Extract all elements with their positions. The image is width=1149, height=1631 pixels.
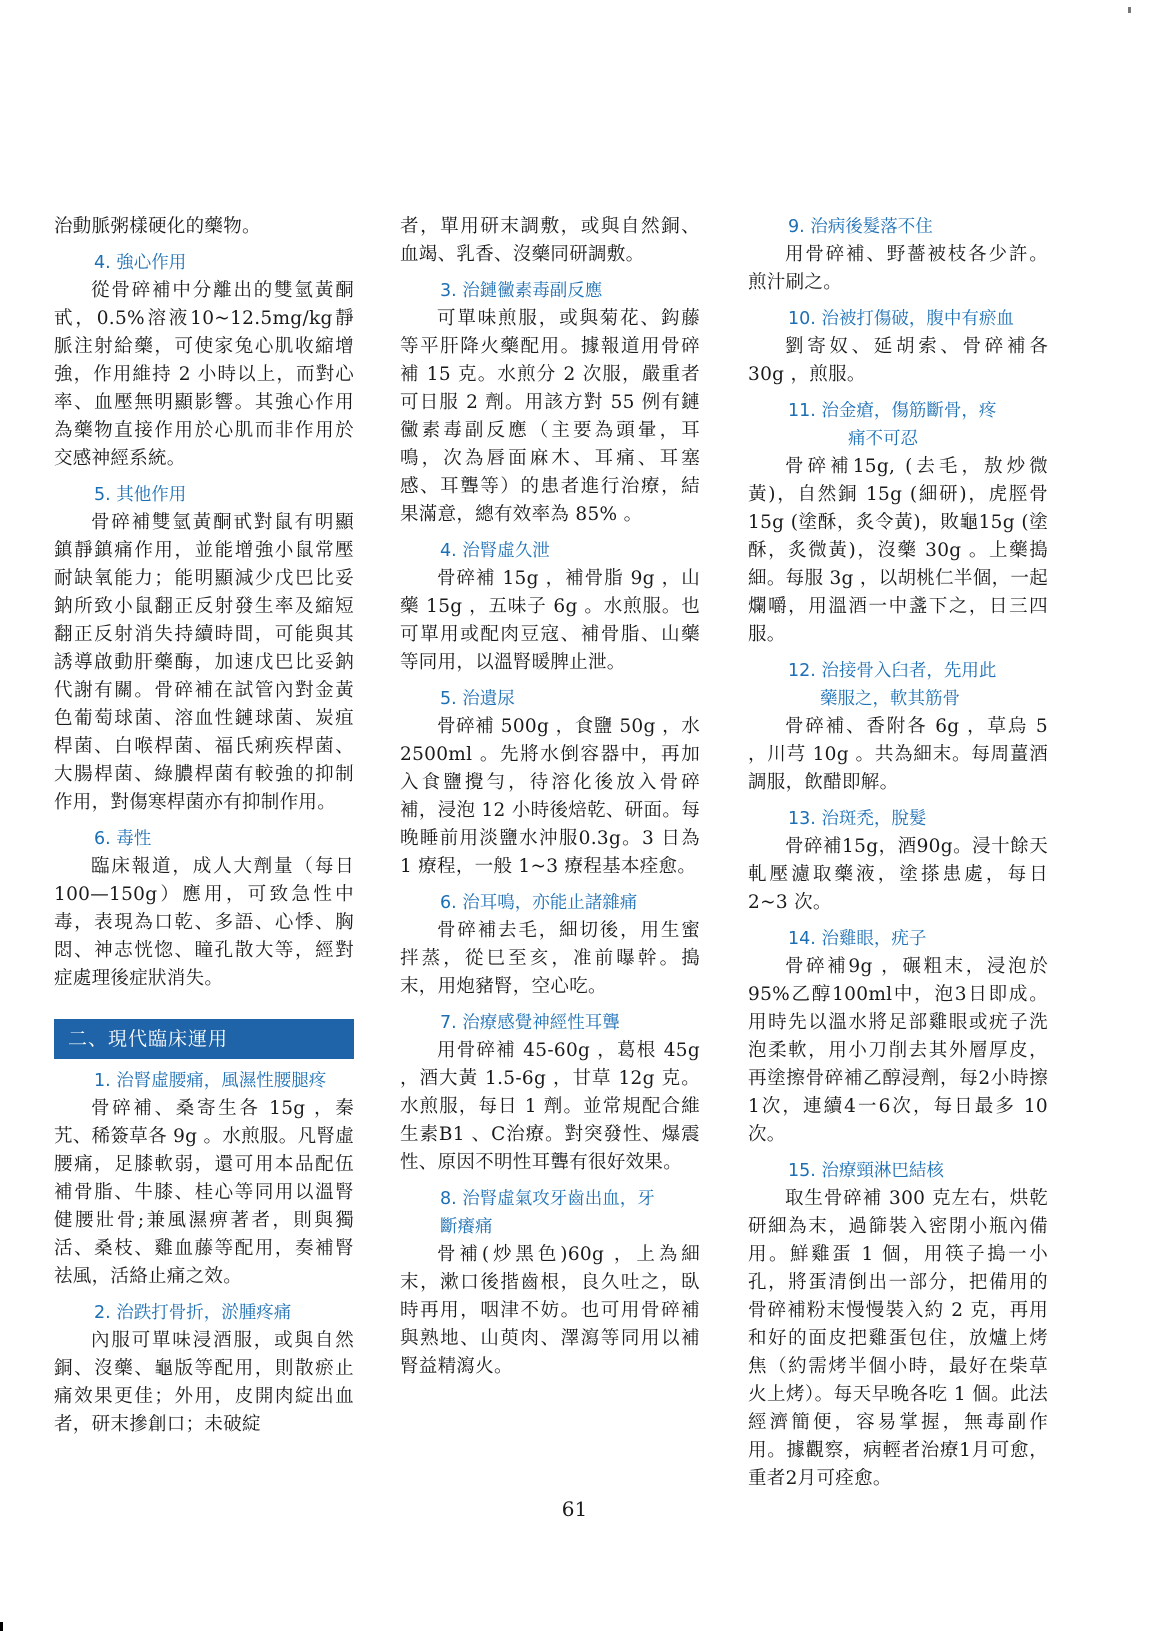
scan-mark (0, 1622, 3, 1631)
paragraph: 取生骨碎補 300 克左右，烘乾研細為末，過篩裝入密閉小瓶內備用。鮮雞蛋 1 個，用筷子搗一小孔，將蛋清倒出一部分，把備用的骨碎補粉末慢慢裝入約 2 克，再用和好的面皮把雞蛋包住，放爐上烤焦（約需烤半個小時，最好在柴草火上烤）。每天早晚各吃 1 個。此法經濟簡便，容易掌握，無毒副作用。據觀察，病輕者治療1月可愈，重者2月可痊愈。 (748, 1188, 1048, 1489)
paragraph: 用骨碎補 45-60g ，葛根 45g ，酒大黃 1.5-6g ，甘草 12g 克。水煎服，每日 1 劑。並常規配合維生素B1 、C治療。對突發性、爆震性、原因不明性耳聾有很好效果。 (400, 1040, 700, 1173)
section-heading: 2. 治跌打骨折，淤腫疼痛 (94, 1303, 292, 1323)
paragraph: 骨碎補 15g ，補骨脂 9g ，山藥 15g ，五味子 6g 。水煎服。也可單用或配肉豆寇、補骨脂、山藥等同用，以溫腎暖脾止泄。 (400, 568, 700, 673)
section-heading: 3. 治鏈黴素毒副反應 (440, 281, 603, 301)
section-heading: 5. 其他作用 (94, 485, 187, 505)
scan-mark (1128, 7, 1131, 13)
chapter-banner: 二、現代臨床運用 (54, 1019, 354, 1059)
paragraph: 臨床報道，成人大劑量（每日100—150g）應用，可致急性中毒，表現為口乾、多語、心悸、胸悶、神志恍惚、瞳孔散大等，經對症處理後症狀消失。 (54, 856, 354, 989)
section-heading: 11. 治金瘡，傷筋斷骨，疼 (788, 401, 997, 421)
paragraph: 骨碎補15g, (去毛，敖炒微黃)，自然銅 15g (細研)，虎脛骨 15g (塗酥，炙令黃)，敗龜15g (塗酥，炙微黃)，沒藥 30g 。上藥搗細。每服 3g ，以胡桃仁半個，一起爛嚼，用溫酒一中盞下之，日三四服。 (748, 456, 1048, 645)
section-heading: 6. 毒性 (94, 829, 152, 849)
section-heading-continued: 斷癢痛 (440, 1217, 493, 1237)
paragraph: 骨碎補 500g ，食鹽 50g ，水 2500ml 。先將水倒容器中，再加入食鹽攪勻，待溶化後放入骨碎補，浸泡 12 小時後焙乾、研面。每晚睡前用淡鹽水沖服0.3g。3 日為 1 療程，一般 1~3 療程基本痊愈。 (400, 716, 700, 877)
column-left (54, 213, 354, 1439)
paragraph: 從骨碎補中分離出的雙氫黃酮甙，0.5%溶液10~12.5mg/kg靜脈注射給藥，可使家兔心肌收縮增強，作用維持 2 小時以上，而對心率、血壓無明顯影響。其強心作用為藥物直接作用於心肌而非作用於交感神經系統。 (54, 280, 354, 469)
page-number: 61 (561, 1497, 588, 1521)
paragraph: 骨補(炒黑色)60g ，上為細末，漱口後揩齒根，良久吐之，臥時再用，咽津不妨。也可用骨碎補與熟地、山萸肉、澤瀉等同用以補腎益精瀉火。 (400, 1244, 700, 1377)
paragraph: 骨碎補、香附各 6g ，草烏 5 ，川芎 10g 。共為細末。每周薑酒調服，飲醋即解。 (748, 716, 1048, 793)
paragraph: 可單味煎服，或與菊花、鈎藤等平肝降火藥配用。據報道用骨碎補 15 克。水煎分 2 次服，嚴重者可日服 2 劑。用該方對 55 例有鏈黴素毒副反應（主要為頭暈，耳鳴，次為唇面麻木、耳痛、耳塞感、耳聾等）的患者進行治療，結果滿意，總有效率為 85% 。 (400, 308, 700, 525)
paragraph: 骨碎補去毛，細切後，用生蜜拌蒸，從巳至亥，准前曝幹。搗末，用炮豬腎，空心吃。 (400, 920, 700, 997)
section-heading: 14. 治雞眼，疣子 (788, 929, 927, 949)
paragraph: 骨碎補15g，酒90g。浸十餘天軋壓濾取藥液，塗搽患處，每日 2~3 次。 (748, 836, 1048, 913)
section-heading: 9. 治病後髮落不住 (788, 217, 933, 237)
paragraph: 用骨碎補、野薔被枝各少許。煎汁刷之。 (748, 244, 1048, 293)
section-heading: 6. 治耳鳴，亦能止諸雜痛 (440, 893, 638, 913)
column-right (748, 213, 1048, 1493)
section-heading: 13. 治斑禿，脫髮 (788, 809, 927, 829)
paragraph: 骨碎補、桑寄生各 15g ，秦艽、稀簽草各 9g 。水煎服。凡腎虛腰痛，足膝軟弱，還可用本品配伍補骨脂、牛膝、桂心等同用以溫腎健腰壯骨;兼風濕痹著者，則與獨活、桑枝、雞血藤等配用，奏補腎祛風，活絡止痛之效。 (54, 1098, 354, 1287)
section-heading: 15. 治療頸淋巴結核 (788, 1161, 944, 1181)
paragraph: 骨碎補9g ，碾粗末，浸泡於95%乙醇100ml中，泡3日即成。用時先以溫水將足部雞眼或疣子洗泡柔軟，用小刀削去其外層厚皮，再塗擦骨碎補乙醇浸劑，每2小時擦1次，連續4一6次，每日最多 10 次。 (748, 956, 1048, 1145)
paragraph: 治動脈粥樣硬化的藥物。 (54, 216, 261, 237)
section-heading: 5. 治遺尿 (440, 689, 515, 709)
section-heading: 12. 治接骨入臼者，先用此 (788, 661, 997, 681)
section-heading: 10. 治被打傷破，腹中有瘀血 (788, 309, 1014, 329)
section-heading: 8. 治腎虛氣攻牙齒出血，牙 (440, 1189, 655, 1209)
column-middle (400, 213, 700, 1381)
section-heading: 4. 治腎虛久泄 (440, 541, 550, 561)
paragraph: 者，單用研末調敷，或與自然銅、血竭、乳香、沒藥同研調敷。 (400, 216, 700, 265)
section-heading: 7. 治療感覺神經性耳聾 (440, 1013, 620, 1033)
paragraph: 內服可單味浸酒服，或與自然銅、沒藥、龜版等配用，則散瘀止痛效果更佳；外用，皮開肉綻出血者，研末摻創口；未破綻 (54, 1330, 354, 1435)
section-heading: 1. 治腎虛腰痛，風濕性腰腿疼 (94, 1071, 327, 1091)
section-heading-continued: 藥服之，軟其筋骨 (820, 689, 960, 709)
paragraph: 骨碎補雙氫黃酮甙對鼠有明顯鎮靜鎮痛作用，並能增強小鼠常壓耐缺氧能力；能明顯減少戊巴比妥鈉所致小鼠翻正反射發生率及縮短翻正反射消失持續時間，可能與其誘導啟動肝藥酶，加速戊巴比妥鈉代謝有關。骨碎補在試管內對金黃色葡萄球菌、溶血性鏈球菌、炭疽桿菌、白喉桿菌、福氏痢疾桿菌、大腸桿菌、綠膿桿菌有較強的抑制作用，對傷寒桿菌亦有抑制作用。 (54, 512, 354, 813)
section-heading: 4. 強心作用 (94, 253, 187, 273)
paragraph: 劉寄奴、延胡索、骨碎補各 30g ，煎服。 (748, 336, 1048, 385)
section-heading-continued: 痛不可忍 (848, 429, 918, 449)
